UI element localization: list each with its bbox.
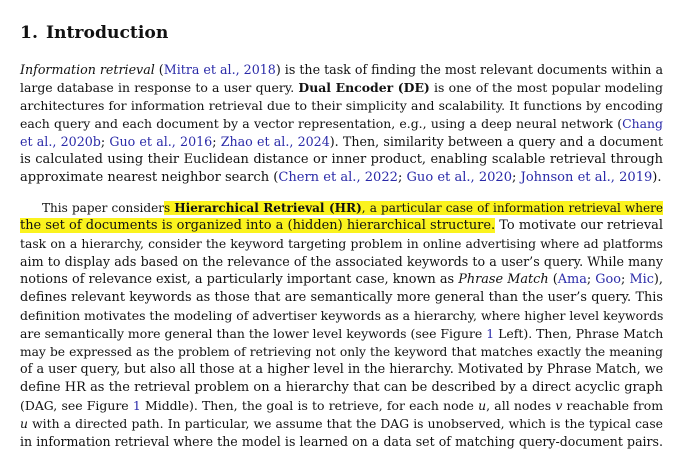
highlight: s Hierarchical Retrieval (HR), a particular case of information retrieval where bbox=[163, 201, 664, 215]
citation-link[interactable]: Guo et al., 2020 bbox=[406, 170, 513, 185]
citation-link[interactable]: Mitra et al., 2018 bbox=[163, 62, 276, 77]
paragraph-2-line-7: definition motivates the modeling of advertiser keywords as a hierarchy, where higher level keywords bbox=[20, 308, 664, 323]
section-heading bbox=[20, 22, 168, 44]
citation-link[interactable]: Zhao et al., 2024 bbox=[220, 134, 330, 149]
math-var-u: u bbox=[478, 398, 487, 413]
figure-ref-link[interactable]: 1 bbox=[486, 326, 495, 341]
citation-link[interactable]: Goo bbox=[595, 272, 622, 287]
citation-link[interactable]: Ama bbox=[557, 272, 587, 287]
section-title: Introduction bbox=[45, 23, 169, 43]
paragraph-2-line-3: task on a hierarchy, consider the keyword targeting problem in online advertising where ad platforms bbox=[20, 237, 663, 251]
paragraph-1-line-1: Information retrieval (Mitra et al., 2018) is the task of finding the most relevant documents within a bbox=[20, 62, 663, 77]
paragraph-2-line-6: defines relevant keywords as those that are semantically more general than the user’s query. This bbox=[20, 290, 663, 305]
figure-ref-link[interactable]: 1 bbox=[132, 398, 141, 413]
paragraph-2-line-11: define HR as the retrieval problem on a hierarchy that can be described by a direct acyclic graph bbox=[20, 380, 663, 395]
paragraph-2-line-2: the set of documents is organized into a (hidden) hierarchical structure. To motivate our retrieval bbox=[20, 218, 663, 233]
math-var-v: v bbox=[555, 398, 563, 413]
paragraph-1-line-6: is calculated using their Euclidean distance or inner product, enabling scalable retrieval through bbox=[20, 152, 663, 167]
term-dual-encoder: Dual Encoder (DE) bbox=[298, 80, 430, 95]
paragraph-2-line-13: u with a directed path. In particular, we assume that the DAG is unobserved, which is the typical case bbox=[20, 417, 663, 431]
paragraph-2-line-10: of a user query, but also all those at a higher level in the hierarchy. Motivated by Phrase Match, we bbox=[20, 362, 664, 377]
paragraph-2-line-8: are semantically more general than the lower level keywords (see Figure 1 Left). Then, Phrase Match bbox=[20, 326, 664, 341]
citation-link[interactable]: Mic bbox=[629, 272, 654, 287]
citation-link[interactable]: Chang bbox=[622, 116, 663, 131]
term-hierarchical-retrieval: Hierarchical Retrieval (HR) bbox=[174, 201, 362, 215]
paragraph-2-line-5: notions of relevance exist, a particularly important case, known as Phrase Match (Ama; Goo; Mic), bbox=[20, 272, 663, 287]
paragraph-1-line-4: each query and each document by a vector representation, e.g., using a deep neural network (Chang bbox=[20, 116, 663, 131]
citation-link[interactable]: Guo et al., 2016 bbox=[109, 134, 213, 149]
paragraph-2-line-14: in information retrieval where the model is learned on a data set of matching query-document pairs. bbox=[20, 434, 663, 449]
citation-link[interactable]: Johnson et al., 2019 bbox=[520, 170, 653, 185]
term-phrase-match: Phrase Match bbox=[458, 272, 549, 287]
paragraph-2-line-1: This paper considers Hierarchical Retrieval (HR), a particular case of information retrieval where bbox=[42, 201, 664, 215]
term-information-retrieval: Information retrieval bbox=[20, 62, 155, 77]
math-var-u: u bbox=[20, 417, 28, 431]
paragraph-1-line-3: architectures for information retrieval due to their simplicity and scalability. It functions by encoding bbox=[20, 98, 663, 113]
citation-link[interactable]: et al., 2020b bbox=[20, 134, 101, 149]
paragraph-2-line-9: may be expressed as the problem of retrieving not only the keyword that matches exactly the meaning bbox=[20, 345, 663, 359]
section-number: 1. bbox=[20, 23, 38, 43]
paragraph-2-line-12: (DAG, see Figure 1 Middle). Then, the goal is to retrieve, for each node u, all nodes v reachable from bbox=[20, 398, 664, 413]
paragraph-1-line-2: large database in response to a user query. Dual Encoder (DE) is one of the most popular modeling bbox=[20, 80, 663, 95]
paragraph-1-line-7: approximate nearest neighbor search (Chern et al., 2022; Guo et al., 2020; Johnson et al., 2019). bbox=[20, 170, 662, 185]
citation-link[interactable]: Chern et al., 2022 bbox=[278, 170, 398, 185]
paragraph-2-line-4: aim to display ads based on the relevance of the associated keywords to a user’s query. While many bbox=[20, 254, 663, 269]
paragraph-1-line-5: et al., 2020b; Guo et al., 2016; Zhao et al., 2024). Then, similarity between a query and a document bbox=[20, 134, 663, 149]
highlight: the set of documents is organized into a (hidden) hierarchical structure. bbox=[20, 218, 496, 233]
